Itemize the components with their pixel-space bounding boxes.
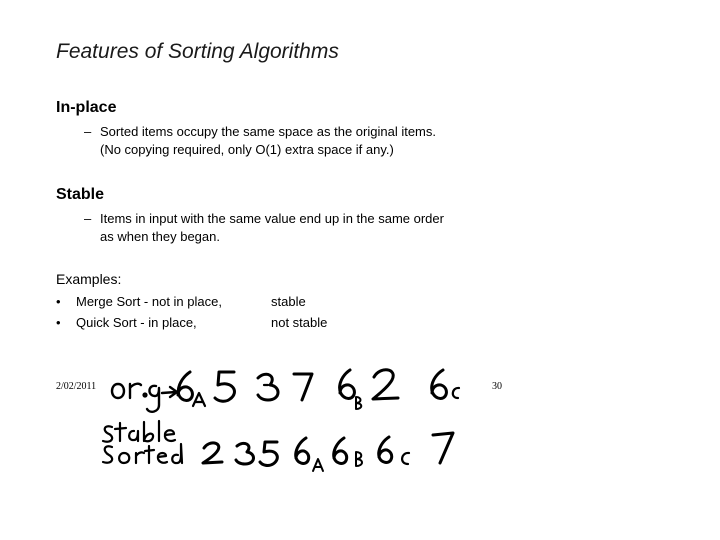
examples-label: Examples: — [56, 271, 122, 287]
footer-page-number: 30 — [492, 381, 502, 392]
ink-orig-label — [112, 384, 177, 412]
example-stability: not stable — [271, 315, 328, 330]
heading-in-place: In-place — [56, 99, 117, 116]
description-line: (No copying required, only O(1) extra space if any.) — [100, 142, 394, 157]
ink-stable-sorted-label — [103, 421, 182, 463]
example-stability: stable — [271, 294, 306, 309]
dash-bullet: – — [84, 124, 92, 139]
bullet-dot: • — [56, 294, 61, 309]
example-name: Merge Sort - not in place, — [76, 294, 222, 309]
dash-bullet: – — [84, 211, 92, 226]
slide-title: Features of Sorting Algorithms — [56, 40, 339, 63]
bullet-dot: • — [56, 315, 61, 330]
description-line: Sorted items occupy the same space as the original items. — [100, 124, 436, 139]
example-name: Quick Sort - in place, — [76, 315, 197, 330]
footer-date: 2/02/2011 — [56, 381, 97, 392]
description-line: Items in input with the same value end up in the same order — [100, 211, 444, 226]
description-line: as when they began. — [100, 229, 220, 244]
heading-stable: Stable — [56, 186, 105, 203]
